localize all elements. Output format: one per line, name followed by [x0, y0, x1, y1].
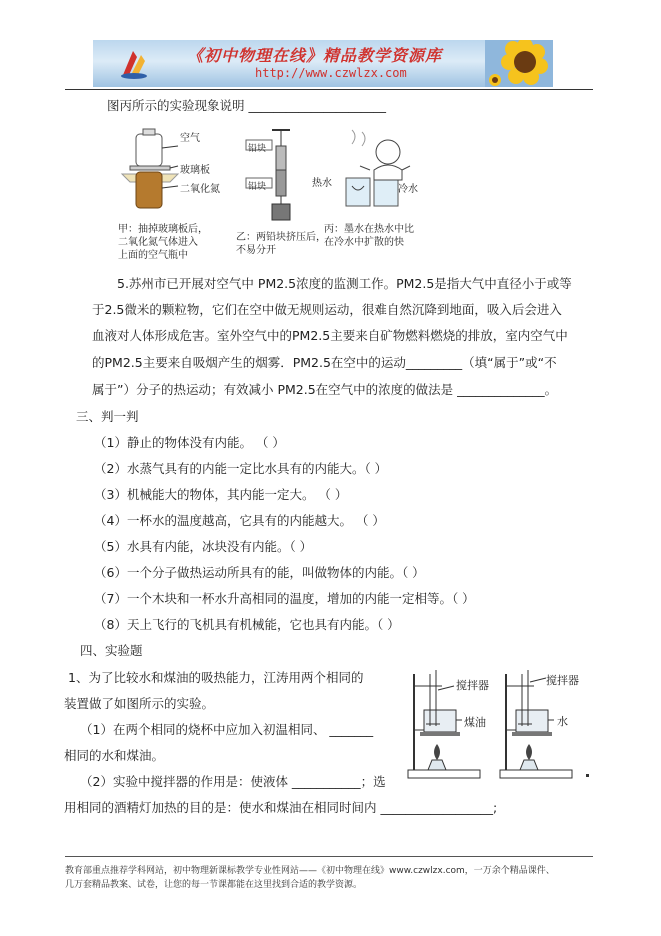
label-no2: 二氧化氮 — [180, 184, 220, 195]
label-cold-water: 冷水 — [398, 184, 418, 195]
q5-line-2: 于2.5微米的颗粒物，它们在空中做无规则运动，很难自然沉降到地面，吸入后会进入 — [92, 302, 562, 317]
caption-a: 甲：抽掉玻璃板后， 二氧化氮气体进入 上面的空气瓶中 — [118, 224, 208, 261]
caption-c: 丙：墨水在热水中比 在冷水中扩散的快 — [324, 224, 414, 248]
judge-item-8: （8）天上飞行的飞机具有机械能，它也具有内能。（ ） — [94, 617, 400, 632]
site-logo-icon — [119, 47, 149, 79]
figure-a-jars — [122, 129, 178, 208]
exp-line-2: 装置做了如图所示的实验。 — [64, 696, 215, 711]
q5-line-4: 的PM2.5主要来自吸烟产生的烟雾．PM2.5在空中的运动_________（填“属于”或“不 — [92, 355, 557, 370]
label-stirrer-left: 搅拌器 — [456, 679, 489, 692]
judge-item-2: （2）水蒸气具有的内能一定比水具有的内能大。（ ） — [94, 461, 388, 476]
judge-item-4: （4）一杯水的温度越高，它具有的内能越大。 （ ） — [94, 513, 385, 528]
q5-line-1: 5.苏州市已开展对空气中 PM2.5浓度的监测工作。PM2.5是指大气中直径小于或等 — [117, 276, 572, 291]
label-stirrer-right: 搅拌器 — [546, 674, 579, 687]
label-lead-top: 铅块 — [248, 144, 267, 154]
header-rule — [65, 89, 593, 90]
judge-item-5: （5）水具有内能，冰块没有内能。（ ） — [94, 539, 313, 554]
label-glass: 玻璃板 — [180, 165, 210, 176]
judge-item-3: （3）机械能大的物体，其内能一定大。 （ ） — [94, 487, 348, 502]
label-kerosene: 煤油 — [464, 716, 486, 729]
section3-heading: 三、判一判 — [76, 409, 139, 424]
section4-heading: 四、实验题 — [80, 643, 143, 658]
header-title: 《初中物理在线》精品教学资源库 — [187, 46, 443, 65]
q4-tail-text: 图丙所示的实验现象说明 ______________________ — [107, 98, 386, 113]
q5-line-3: 血液对人体形成危害。室外空气中的PM2.5主要来自矿物燃料燃烧的排放，室内空气中 — [92, 328, 568, 343]
footer-line-1: 教育部重点推荐学科网站，初中物理新课标教学专业性网站——《初中物理在线》www.czwlzx.com，一万余个精品课件、 — [65, 866, 555, 876]
judge-item-1: （1）静止的物体没有内能。 （ ） — [94, 435, 285, 450]
label-hot-water: 热水 — [312, 178, 332, 189]
footer-line-2: 几万套精品教案、试卷，让您的每一节课都能在这里找到合适的教学资源。 — [65, 880, 363, 890]
exp-line-6: 用相同的酒精灯加热的目的是：使水和煤油在相同时间内 __________________; — [64, 800, 498, 815]
label-water: 水 — [557, 715, 568, 728]
judge-item-7: （7）一个木块和一杯水升高相同的温度，增加的内能一定相等。（ ） — [94, 591, 475, 606]
header-banner — [93, 40, 553, 87]
footer-rule — [65, 856, 593, 857]
q5-line-5: 属于”）分子的热运动；有效减小 PM2.5在空气中的浓度的做法是 ______________。 — [92, 382, 558, 397]
judge-item-6: （6）一个分子做热运动所具有的能，叫做物体的内能。（ ） — [94, 565, 425, 580]
caption-b: 乙：两铅块挤压后， 不易分开 — [236, 232, 326, 256]
exp-line-1: 1、为了比较水和煤油的吸热能力，江涛用两个相同的 — [68, 670, 364, 685]
header-url[interactable]: http://www.czwlzx.com — [255, 66, 407, 80]
exp-line-4: 相同的水和煤油。 — [64, 748, 165, 763]
sunflower-icon — [485, 40, 553, 87]
label-lead-bottom: 铅块 — [248, 182, 267, 192]
label-air: 空气 — [180, 133, 200, 144]
exp-line-5: （2）实验中搅拌器的作用是：使液体 ___________；选 — [80, 774, 386, 789]
exp-line-3: （1）在两个相同的烧杯中应加入初温相同、 _______ — [80, 722, 374, 737]
